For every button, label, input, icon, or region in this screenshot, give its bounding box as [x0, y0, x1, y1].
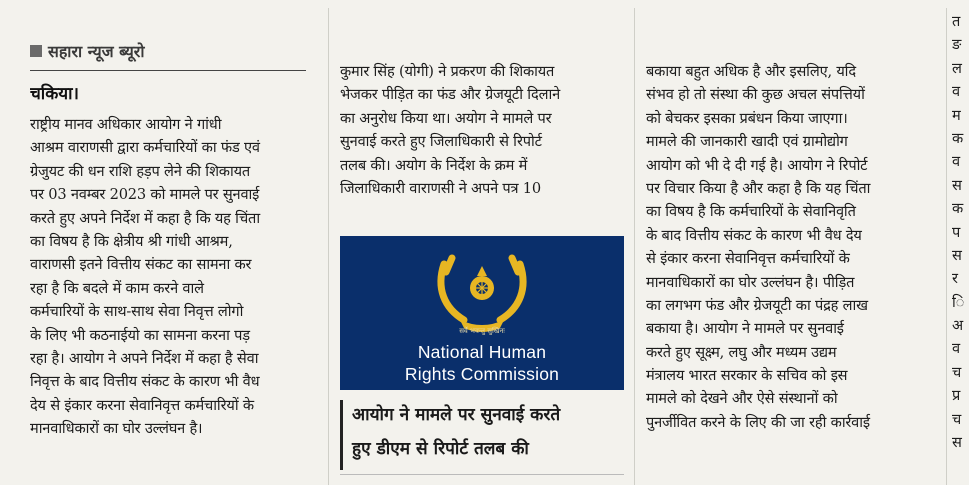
- text-line: मंत्रालय भारत सरकार के सचिव को इस: [646, 367, 848, 385]
- text-line: से इंकार करना सेवानिवृत्त कर्मचारियों के: [646, 250, 850, 268]
- text-line: पुनर्जीवित करने के लिए की जा रही कार्रवाई: [646, 413, 870, 431]
- pull-quote-bar: [340, 400, 343, 470]
- clipped-char: म: [952, 106, 961, 124]
- byline: [30, 36, 322, 66]
- text-line: मामले को देखने और ऐसे संस्थानों को: [646, 390, 838, 408]
- text-line: का अनुरोध किया था। अयोग ने मामले पर: [340, 109, 552, 127]
- text-line: का विषय है कि क्षेत्रीय श्री गांधी आश्रम,: [30, 232, 233, 250]
- text-line: का लगभग फंड और ग्रेजयूटी का पंद्रह लाख: [646, 296, 868, 314]
- text-line: करते हुए अपने निर्देश में कहा है कि यह चिंता: [30, 209, 260, 227]
- text-line: रहा है। आयोग ने अपने निर्देश में कहा है सेवा: [30, 349, 259, 367]
- clipped-char: व: [952, 340, 961, 358]
- clipped-char: प्र: [952, 387, 961, 405]
- text-line: बकाया है। आयोग ने मामले पर सुनवाई: [646, 320, 844, 338]
- pull-quote-rule: [340, 474, 624, 475]
- nhrc-name-line-2: Rights Commission: [404, 364, 560, 384]
- clipped-char: स: [952, 176, 962, 194]
- clipped-char: अ: [952, 317, 964, 335]
- text-line: सुनवाई करते हुए जिलाधिकारी से रिपोर्ट: [340, 133, 542, 151]
- clipped-char: क: [952, 129, 964, 147]
- text-line: के बाद वित्तीय संकट के कारण भी वैध देय: [646, 226, 862, 244]
- clipped-char: ल: [952, 59, 962, 77]
- article-column-3: [646, 60, 940, 485]
- article-column-4-clipped: [952, 10, 969, 485]
- text-line: ग्रेजुयट की धन राशि हड़प लेने की शिकायत: [30, 162, 250, 180]
- pull-quote: [340, 396, 624, 475]
- clipped-char: प: [952, 223, 961, 241]
- clipped-char: क: [952, 200, 964, 218]
- text-line: संभव हो तो संस्था की कुछ अचल संपत्तियों: [646, 86, 865, 104]
- text-line: के लिए भी कठनाईयो का सामना करना पड़: [30, 326, 250, 344]
- clipped-char: त: [952, 13, 961, 30]
- text-line: जिलाधिकारी वाराणसी ने अपने पत्र 10: [340, 179, 541, 197]
- byline-text: सहारा न्यूज ब्यूरो: [48, 42, 145, 61]
- text-line: आयोग को भी दे दी गई है। आयोग ने रिपोर्ट: [646, 156, 868, 174]
- nhrc-logo-image: [340, 236, 624, 390]
- text-line: तलब की। अयोग के निर्देश के क्रम में: [340, 156, 528, 174]
- dateline: चकिया।: [30, 84, 79, 104]
- byline-rule: [30, 70, 306, 71]
- text-line: रहा है कि बदले में काम करने वाले: [30, 279, 204, 297]
- clipped-char: च: [952, 410, 962, 428]
- text-line: देय से इंकार करना सेवानिवृत्त कर्मचारियों के: [30, 396, 254, 414]
- text-line: का विषय है कि कर्मचारियों के सेवानिवृति: [646, 203, 856, 221]
- column-1-body: [30, 113, 322, 440]
- column-divider: [328, 8, 329, 485]
- pull-quote-line-2: हुए डीएम से रिपोर्ट तलब की: [352, 439, 529, 459]
- clipped-char: स: [952, 246, 962, 264]
- text-line: राष्ट्रीय मानव अधिकार आयोग ने गांधी: [30, 116, 222, 133]
- text-line: पर 03 नवम्बर 2023 को मामले पर सुनवाई: [30, 186, 260, 204]
- text-line: मानवाधिकारों का घोर उल्लंघन है। पीड़ित: [646, 273, 855, 291]
- column-divider: [946, 8, 947, 485]
- text-line: कर्मचारियों के साथ-साथ सेवा निवृत्त लोगो: [30, 303, 244, 321]
- text-line: बकाया बहुत अधिक है और इसलिए, यदि: [646, 63, 856, 80]
- article-column-1: [30, 36, 322, 485]
- clipped-char: र: [952, 270, 958, 288]
- text-line: मामले की जानकारी खादी एवं ग्रामोद्योग: [646, 133, 848, 151]
- text-line: कुमार सिंह (योगी) ने प्रकरण की शिकायत: [340, 63, 555, 80]
- nhrc-name-line-1: National Human: [417, 342, 547, 362]
- text-line: वाराणसी इतने वित्तीय संकट का सामना कर: [30, 256, 252, 274]
- pull-quote-text: [352, 398, 624, 466]
- text-line: मानवाधिकारों का घोर उल्लंघन है।: [30, 420, 203, 438]
- pull-quote-line-1: आयोग ने मामले पर सुनवाई करते: [352, 405, 561, 425]
- clipped-char: च: [952, 363, 962, 381]
- square-bullet-icon: [30, 45, 42, 57]
- text-line: आश्रम वाराणसी द्वारा कर्मचारियों का फंड एवं: [30, 139, 260, 157]
- text-line: पर विचार किया है और कहा है कि यह चिंता: [646, 179, 871, 197]
- clipped-char: ि: [952, 293, 965, 311]
- text-line: को बेचकर इसका प्रबंधन किया जाएगा।: [646, 109, 848, 127]
- text-line: भेजकर पीड़ित का फंड और ग्रेजयूटी दिलाने: [340, 86, 560, 104]
- column-divider: [634, 8, 635, 485]
- clipped-char: व: [952, 153, 961, 171]
- text-line: निवृत्त के बाद वित्तीय संकट के कारण भी वैध: [30, 373, 260, 391]
- clipped-char: ङ: [952, 36, 962, 54]
- clipped-char: व: [952, 83, 961, 101]
- clipped-char: स: [952, 434, 962, 452]
- nhrc-motto: सर्वे भवन्तु सुखिनः: [459, 327, 505, 335]
- text-line: करते हुए सूक्ष्म, लघु और मध्यम उद्यम: [646, 343, 837, 361]
